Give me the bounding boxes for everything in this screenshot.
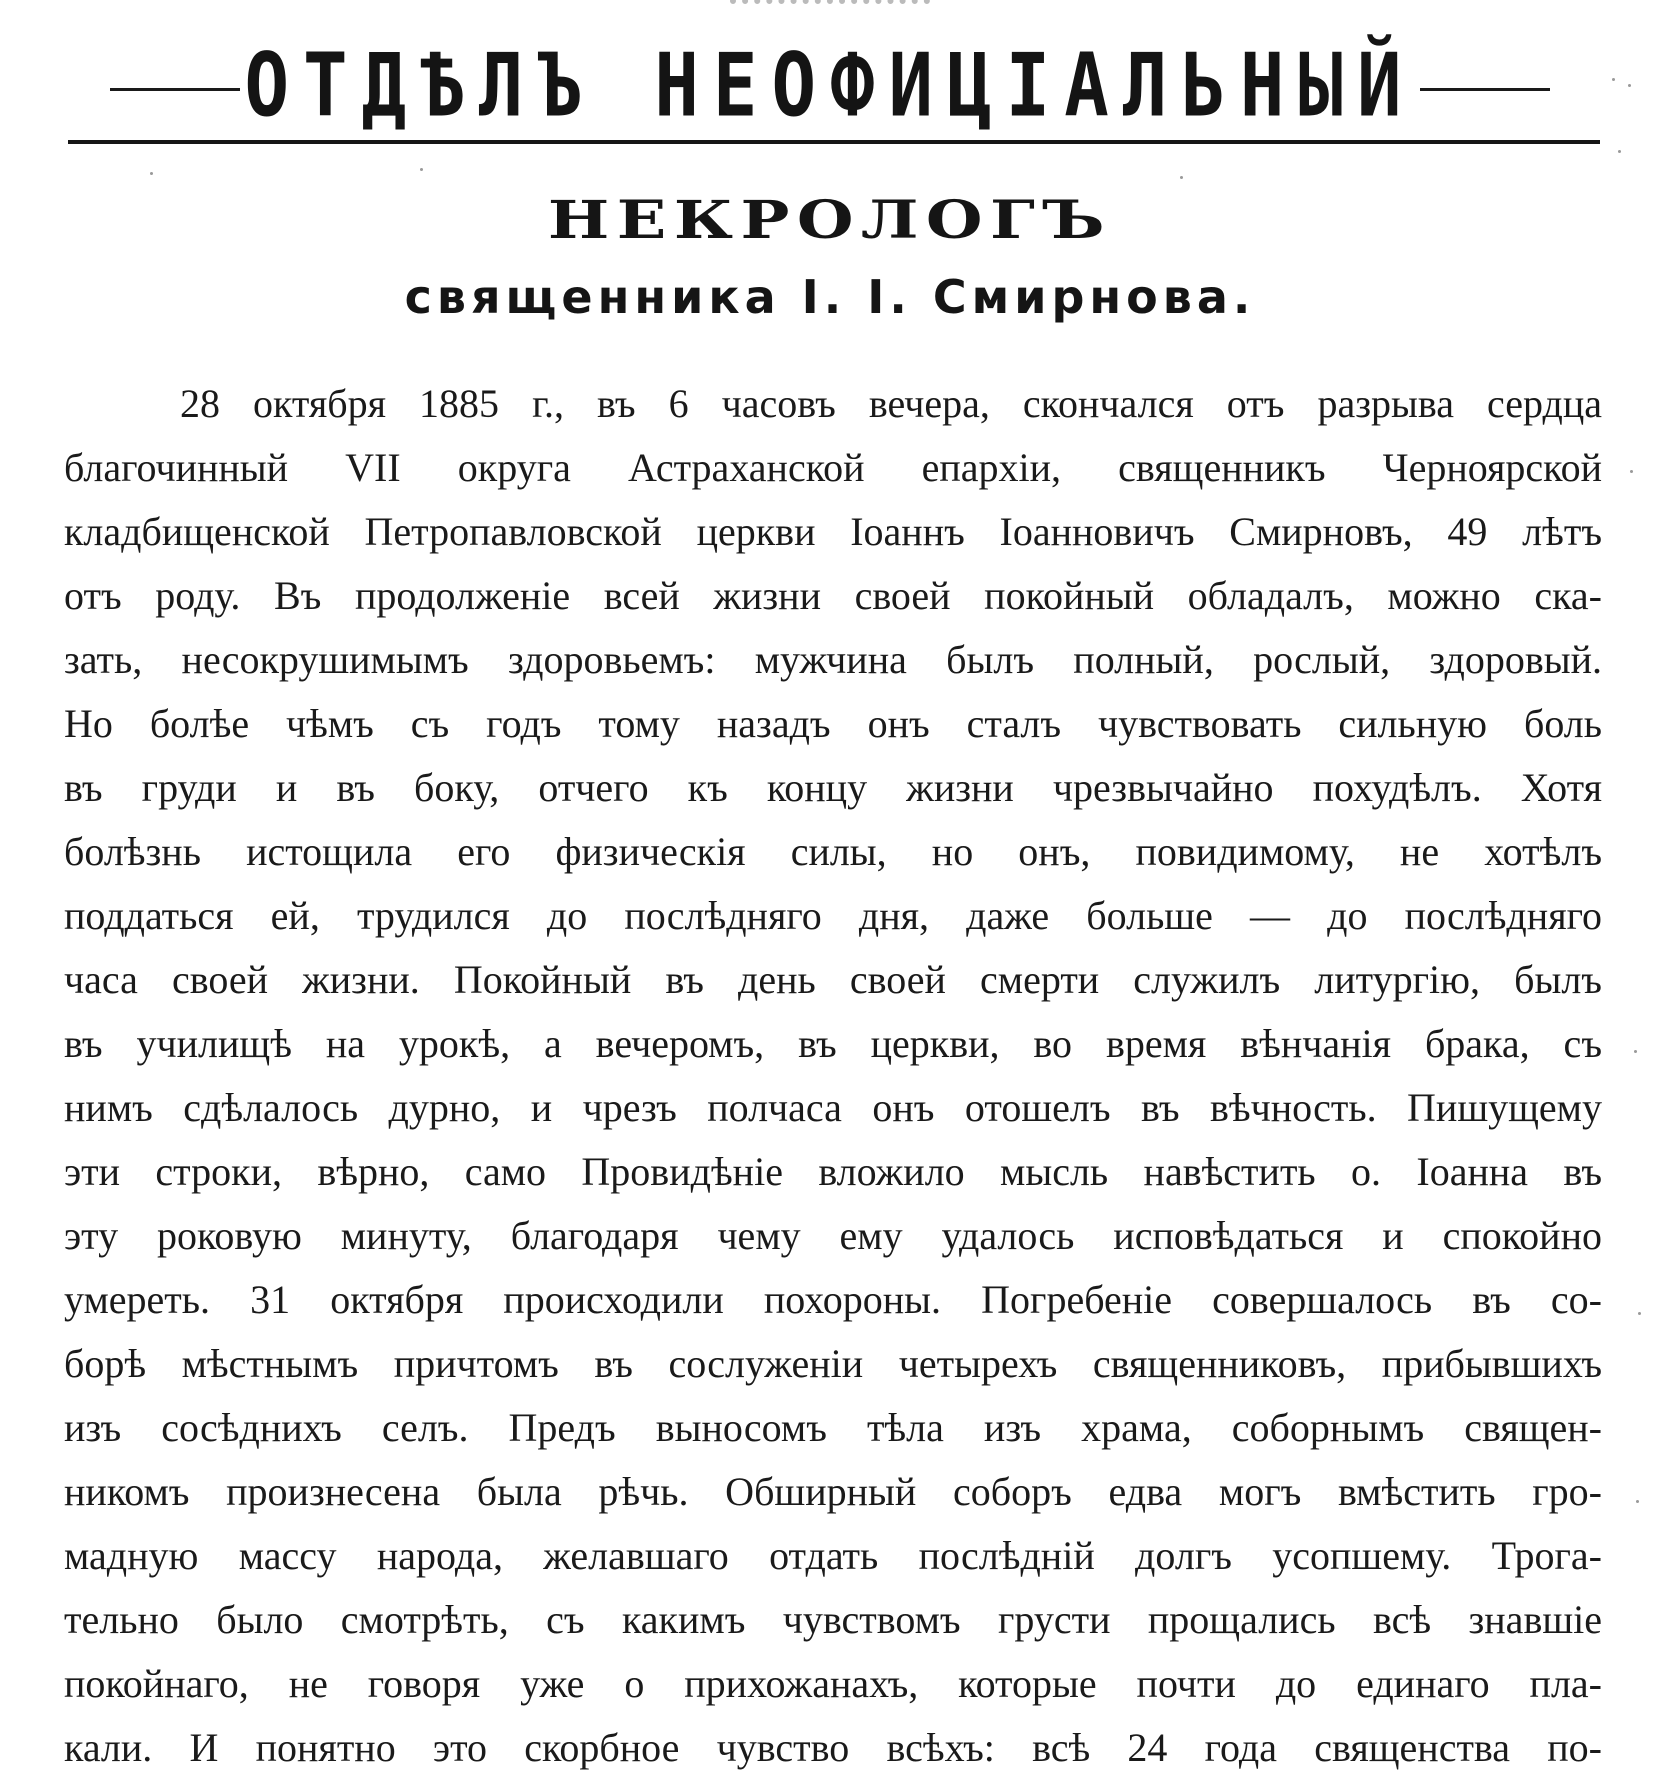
- text-line: мадную массу народа, желавшаго отдать послѣдній долгъ усопшему. Трога-: [64, 1533, 1602, 1578]
- scan-speck: [1636, 1500, 1639, 1503]
- text-line: кладбищенской Петропавловской церкви Іоаннъ Іоанновичъ Смирновъ, 49 лѣтъ: [64, 509, 1602, 554]
- section-title: ОТДѢЛЪ НЕОФИЦІАЛЬНЫЙ: [244, 35, 1416, 137]
- text-line: тельно было смотрѣть, съ какимъ чувствомъ грусти прощались всѣ знавшіе: [64, 1597, 1602, 1642]
- scan-speck: [1180, 176, 1183, 179]
- text-line: зать, несокрушимымъ здоровьемъ: мужчина былъ полный, рослый, здоровый.: [64, 637, 1602, 682]
- text-line: эту роковую минуту, благодаря чему ему удалось исповѣдаться и спокойно: [64, 1213, 1602, 1258]
- scan-speck: [1618, 150, 1621, 153]
- text-line: нимъ сдѣлалось дурно, и чрезъ полчаса онъ отошелъ въ вѣчность. Пишущему: [64, 1085, 1602, 1130]
- text-line: никомъ произнесена была рѣчь. Обширный соборъ едва могъ вмѣстить гро-: [64, 1469, 1602, 1514]
- article-subheading: священника І. І. Смирнова.: [404, 270, 1256, 324]
- text-line: въ груди и въ боку, отчего къ концу жизни чрезвычайно похудѣлъ. Хотя: [64, 765, 1602, 810]
- text-line: изъ сосѣднихъ селъ. Предъ выносомъ тѣла изъ храма, соборнымъ священ-: [64, 1405, 1602, 1450]
- section-dash-left: [110, 88, 240, 91]
- text-line: борѣ мѣстнымъ причтомъ въ сослуженіи четырехъ священниковъ, прибывшихъ: [64, 1341, 1602, 1386]
- scan-speck: [150, 172, 153, 175]
- header-rule: [68, 140, 1600, 144]
- text-line: поддаться ей, трудился до послѣдняго дня, даже больше — до послѣдняго: [64, 893, 1602, 938]
- text-line: болѣзнь истощила его физическія силы, но онъ, повидимому, не хотѣлъ: [64, 829, 1602, 874]
- scan-speck: [420, 168, 423, 171]
- text-line: 28 октября 1885 г., въ 6 часовъ вечера, скончался отъ разрыва сердца: [180, 381, 1602, 426]
- scan-speck: [1630, 470, 1633, 473]
- article-body: [64, 372, 1602, 1780]
- section-dash-right: [1420, 88, 1550, 91]
- section-header: [110, 36, 1550, 136]
- text-line: Но болѣе чѣмъ съ годъ тому назадъ онъ сталъ чувствовать сильную боль: [64, 701, 1602, 746]
- text-line: умереть. 31 октября происходили похороны. Погребеніе совершалось въ со-: [64, 1277, 1602, 1322]
- scan-speck: [1628, 84, 1631, 87]
- text-line: отъ роду. Въ продолженіе всей жизни своей покойный обладалъ, можно ска-: [64, 573, 1602, 618]
- text-line: покойнаго, не говоря уже о прихожанахъ, которые почти до единаго пла-: [64, 1661, 1602, 1706]
- scan-speck: [1612, 78, 1615, 81]
- scan-speck: [1638, 1312, 1641, 1315]
- text-line: кали. И понятно это скорбное чувство всѣхъ: всѣ 24 года священства по-: [64, 1725, 1602, 1770]
- text-line: въ училищѣ на урокѣ, а вечеромъ, въ церкви, во время вѣнчанія брака, съ: [64, 1021, 1602, 1066]
- clipped-running-head: [0, 0, 1660, 4]
- text-line: благочинный VII округа Астраханской епархіи, священникъ Черноярской: [64, 445, 1602, 490]
- article-heading: НЕКРОЛОГЪ: [547, 190, 1113, 251]
- text-line: часа своей жизни. Покойный въ день своей смерти служилъ литургію, былъ: [64, 957, 1602, 1002]
- scan-speck: [1634, 1050, 1637, 1053]
- text-line: эти строки, вѣрно, само Провидѣніе вложило мысль навѣстить о. Іоанна въ: [64, 1149, 1602, 1194]
